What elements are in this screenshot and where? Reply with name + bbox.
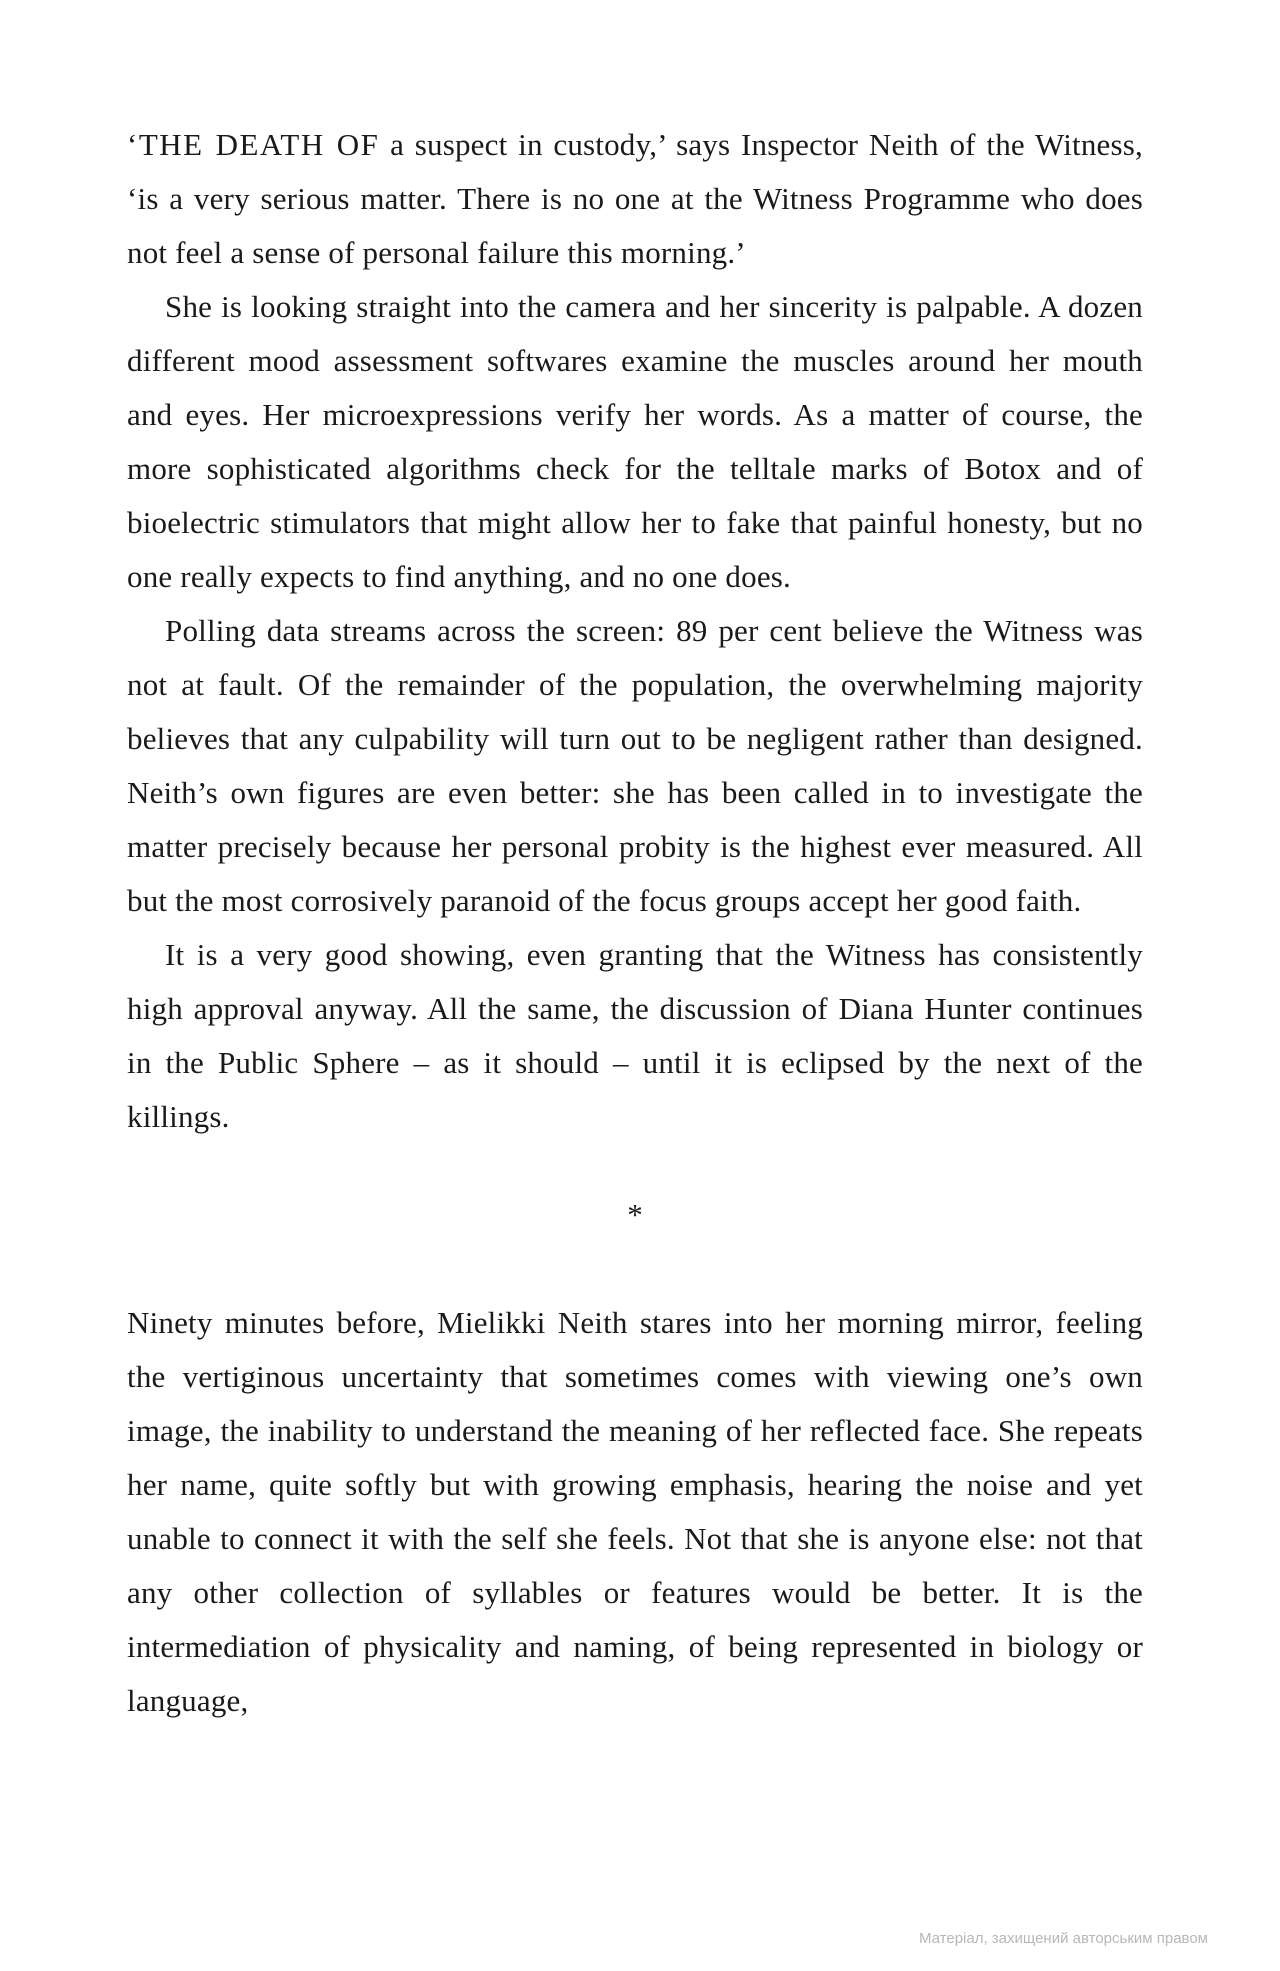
opening-smallcaps: ‘THE DEATH OF bbox=[127, 127, 380, 162]
paragraph-1 bbox=[127, 118, 1143, 280]
book-page bbox=[127, 118, 1143, 1728]
copyright-watermark: Матеріал, захищений авторським правом bbox=[918, 1930, 1208, 1947]
paragraph-2: She is looking straight into the camera and her sincerity is palpable. A dozen different mood assessment softwares examine the muscles around her mouth and eyes. Her microexpressions verify her words. As a matter of course, the more sophisticated algorithms check for the telltale marks of Botox and of bioelectric stimulators that might allow her to fake that painful honesty, but no one really expects to find anything, and no one does. bbox=[127, 289, 1143, 594]
section-separator: * bbox=[627, 1197, 643, 1232]
paragraph-5: Ninety minutes before, Mielikki Neith stares into her morning mirror, feeling the vertiginous uncertainty that sometimes comes with viewing one’s own image, the inability to understand the meaning of her reflected face. She repeats her name, quite softly but with growing emphasis, hearing the noise and yet unable to connect it with the self she feels. Not that she is anyone else: not that any other collection of syllables or features would be better. It is the intermediation of physicality and naming, of being represented in biology or language, bbox=[127, 1305, 1143, 1718]
paragraph-1-text: a suspect in custody,’ says Inspector Neith of the Witness, ‘is a very serious matter. There is no one at the Witness Programme who does not feel a sense of personal failure this morning.’ bbox=[127, 127, 1143, 270]
paragraph-3: Polling data streams across the screen: 89 per cent believe the Witness was not at fault. Of the remainder of the population, the overwhelming majority believes that any culpability will turn out to be negligent rather than designed. Neith’s own figures are even better: she has been called in to investigate the matter precisely because her personal probity is the highest ever measured. All but the most corrosively paranoid of the focus groups accept her good faith. bbox=[127, 613, 1143, 918]
paragraph-4: It is a very good showing, even granting that the Witness has consistently high approval anyway. All the same, the discussion of Diana Hunter continues in the Public Sphere – as it should – until it is eclipsed by the next of the killings. bbox=[127, 937, 1143, 1134]
